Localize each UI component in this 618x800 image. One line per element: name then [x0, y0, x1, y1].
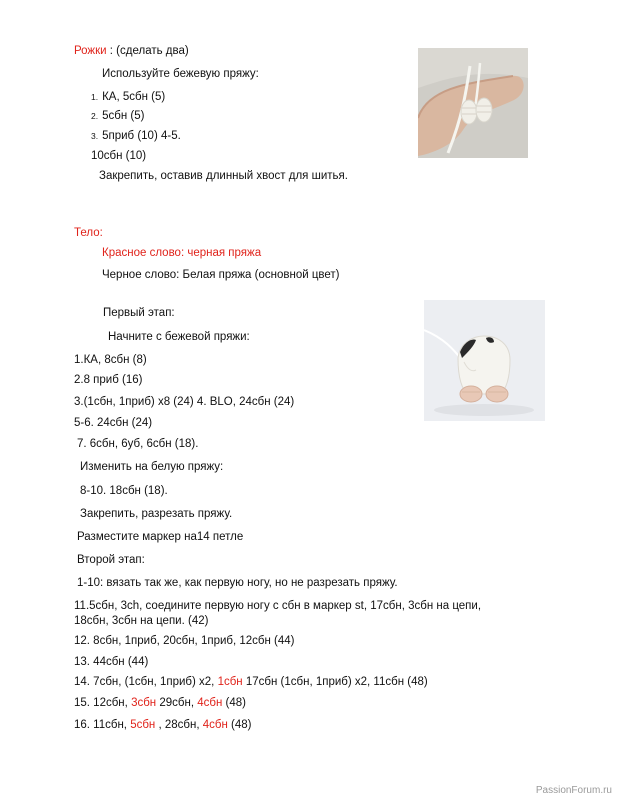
- row-3-4: 3.(1сбн, 1приб) х8 (24) 4. BLO, 24сбн (24): [74, 396, 295, 408]
- row-15: 15. 12сбн, 3сбн 29сбн, 4сбн (48): [74, 697, 246, 709]
- horns-finish: Закрепить, оставив длинный хвост для шитья.: [99, 170, 348, 182]
- row-1: 1.КА, 8сбн (8): [74, 354, 147, 366]
- row-13: 13. 44сбн (44): [74, 656, 149, 668]
- start-beige: Начните с бежевой пряжи:: [108, 331, 250, 343]
- legend-black: Черное слово: Белая пряжа (основной цвет): [102, 269, 340, 281]
- marker-note: Разместите маркер на14 петле: [77, 531, 244, 543]
- row-8-10: 8-10. 18сбн (18).: [80, 485, 168, 497]
- row-7: 7. 6сбн, 6уб, 6сбн (18).: [77, 438, 199, 450]
- row-14: 14. 7сбн, (1сбн, 1приб) х2, 1сбн 17сбн (1сбн, 1приб) х2, 11сбн (48): [74, 676, 428, 688]
- stage2-title: Второй этап:: [77, 554, 145, 566]
- change-white: Изменить на белую пряжу:: [80, 461, 224, 473]
- horns-step-2: 2. 5сбн (5): [91, 110, 145, 122]
- row-2: 2.8 приб (16): [74, 374, 143, 386]
- horns-step-1: 1. КА, 5сбн (5): [91, 91, 166, 103]
- horns-photo-illustration: [418, 48, 528, 158]
- stage1-title: Первый этап:: [103, 307, 175, 319]
- row-5-6: 5-6. 24сбн (24): [74, 417, 153, 429]
- horns-photo: [418, 48, 528, 158]
- horns-title: [74, 44, 189, 58]
- row-11b: 18сбн, 3сбн на цепи. (42): [74, 615, 209, 627]
- fasten-cut: Закрепить, разрезать пряжу.: [80, 508, 233, 520]
- horns-yarn: Используйте бежевую пряжу:: [102, 68, 259, 80]
- horns-title-rest: : (сделать два): [106, 45, 189, 57]
- body-photo-illustration: [424, 300, 545, 421]
- legend-red: Красное слово: черная пряжа: [102, 247, 262, 259]
- horns-step-3: 3. 5приб (10) 4-5.: [91, 130, 181, 142]
- body-title: Тело:: [74, 227, 103, 239]
- watermark: PassionForum.ru: [535, 785, 612, 796]
- row-11a: 11.5сбн, 3ch, соедините первую ногу с сбн в маркер st, 17сбн, 3сбн на цепи,: [74, 600, 482, 612]
- horns-row-10: 10сбн (10): [91, 150, 147, 162]
- horns-title-red: Рожки: [74, 45, 107, 57]
- row-16: 16. 11сбн, 5сбн , 28сбн, 4сбн (48): [74, 719, 252, 731]
- row-12: 12. 8сбн, 1приб, 20сбн, 1приб, 12сбн (44): [74, 635, 295, 647]
- row-1-10: 1-10: вязать так же, как первую ногу, но не разрезать пряжу.: [77, 577, 398, 589]
- body-photo: [424, 300, 545, 421]
